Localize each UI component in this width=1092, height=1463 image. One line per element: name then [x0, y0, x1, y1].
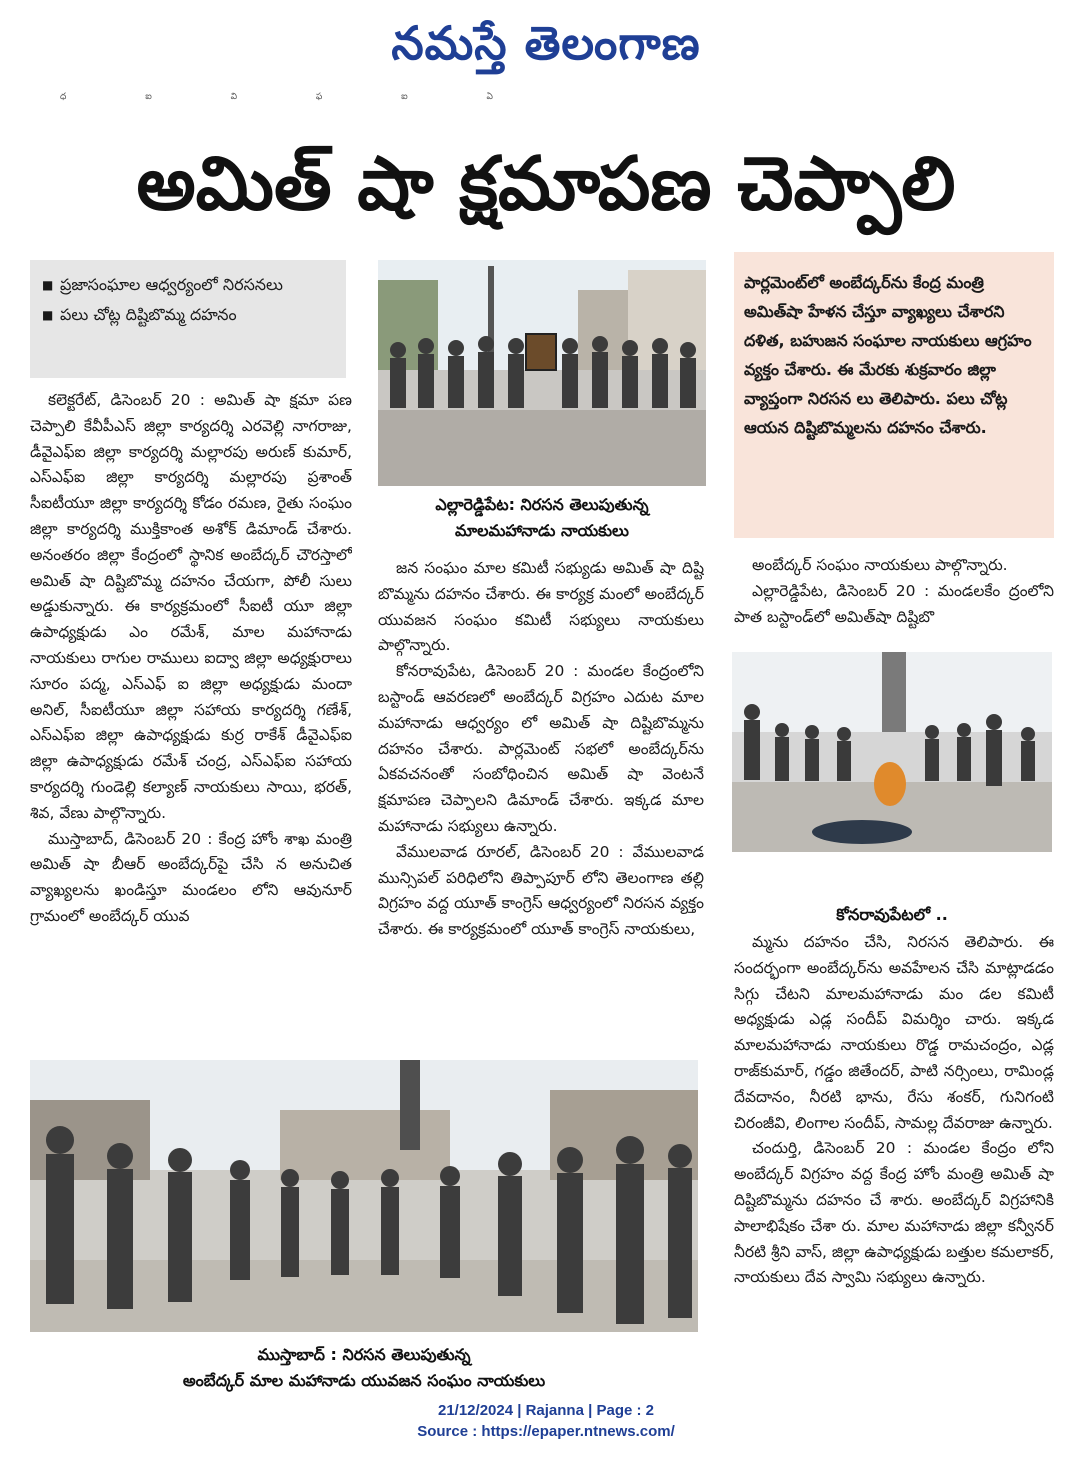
- article-column-1: [30, 388, 352, 1054]
- masthead-rule: ధ ఐ వి ఫ ఐ ఏ: [60, 92, 531, 102]
- caption-line: ఎల్లారెడ్డిపేట: నిరసన తెలుపుతున్న: [435, 495, 649, 514]
- paragraph-continuation: మ్మను దహనం చేసి, నిరసన తెలిపారు. ఈ సందర్భంగా అంబేద్కర్‌ను అవహేలన చేసి మాట్లాడడం సిగ్గు చేటని మాలమహానాడు మం డల కమిటీ అధ్యక్షుడు ఎడ్ల సందీప్ విమర్శిం చారు. ఇక్కడ మాలమహానాడు నాయకులు రొడ్డ రామచంద్రం, ఎడ్ల రాజ్‌కుమార్, గడ్డం జితేందర్, పాటి నర్సింలు, రామిండ్ల దేవదానం, నీరటి భాను, రేసు శంకర్, గునిగంటి చిరంజీవి, లింగాల సందీప్, సామల్ల దేవరాజు ఉన్నారు.: [734, 933, 1054, 1132]
- article-column-3-top: [734, 553, 1054, 633]
- paragraph-mustabad: ముస్తాబాద్, డిసెంబర్ 20 : కేంద్ర హోం శాఖ మంత్రి అమిత్ షా బీఆర్ అంబేద్కర్‌పై చేసి న అనుచిత వ్యాఖ్యలను ఖండిస్తూ మండలం లోని ఆవునూర్ గ్రామంలో అంబేద్కర్ యువ: [30, 829, 352, 925]
- highlight-text: ప్రజాసంఘాల ఆధ్వర్యంలో నిరసనలు: [60, 275, 283, 294]
- caption-line: ముస్తాబాద్ : నిరసన తెలుపుతున్న: [257, 1345, 471, 1364]
- caption-line: అంబేద్కర్ మాల మహానాడు యువజన సంఘం నాయకులు: [182, 1371, 546, 1390]
- photo2-caption: కోనరావుపేటలో ..: [836, 905, 948, 924]
- masthead-logo: నమస్తే తెలంగాణ: [391, 16, 701, 70]
- callout-box: [734, 252, 1054, 538]
- highlight-item: [42, 300, 336, 330]
- highlight-text: పలు చోట్ల దిష్టిబొమ్మ దహనం: [60, 305, 237, 324]
- masthead: [0, 8, 1092, 78]
- footer-source: Source : https://epaper.ntnews.com/: [417, 1423, 675, 1440]
- highlight-item: [42, 270, 336, 300]
- paragraph-collectorate: కలెక్టరేట్, డిసెంబర్ 20 : అమిత్ షా క్షమా పణ చెప్పాలి కేవీపీఎస్ జిల్లా కార్యదర్శి ఎరవెల్లి నాగరాజు, డీవైఎఫ్ఐ జిల్లా కార్యదర్శి మల్లారపు అరుణ్ కుమార్, ఎస్ఎఫ్ఐ జిల్లా కార్యదర్శి మల్లారపు ప్రశాంత్ సీఐటీయూ జిల్లా కార్యదర్శి కోడం రమణ, రైతు సంఘం జిల్లా కార్యదర్శి ముక్తికాంత అశోక్ డిమాండ్ చేశారు. అనంతరం జిల్లా కేంద్రంలో స్థానిక అంబేద్కర్ చౌరస్తాలో అమిత్ షా దిష్టిబొమ్మ దహనం చేయగా, పోలీ సులు అడ్డుకున్నారు. ఈ కార్యక్రమంలో సీఐటీ యూ జిల్లా ఉపాధ్యక్షుడు ఎం రమేశ్, మాల మహానాడు నాయకులు రాగుల రాములు ఐద్వా జిల్లా అధ్యక్షురాలు సూరం పద్మ, ఎస్ఎఫ్ ఐ జిల్లా అధ్యక్షుడు మందా అనిల్, సీఐటీయూ జిల్లా సహాయ కార్యదర్శి గణేశ్, ఎస్ఎఫ్ఐ జిల్లా ఉపాధ్యక్షుడు కుర్ర రాకేశ్ డీవైఎఫ్ఐ జిల్లా ఉపాధ్యక్షుడు రమేశ్ చంద్ర, ఎస్ఎఫ్ఐ సహాయ కార్యదర్శి గుండెల్లి కల్యాణ్ నాయకులు సాయి, భరత్, శివ, వేణు పాల్గొన్నారు.: [30, 391, 352, 822]
- callout-text: పార్లమెంట్‌లో అంబేద్కర్‌ను కేంద్ర మంత్రి అమిత్‌షా హేళన చేస్తూ వ్యాఖ్యలు చేశారని దళిత, బహుజన సంఘాల నాయకులు ఆగ్రహం వ్యక్తం చేశారు. ఈ మేరకు శుక్రవారం జిల్లా వ్యాప్తంగా నిరసన లు తెలిపారు. పలు చోట్ల ఆయన దిష్టిబొమ్మలను దహనం చేశారు.: [744, 273, 1032, 437]
- bullet-icon: ■: [42, 308, 54, 322]
- caption-line: మాలమహానాడు నాయకులు: [455, 521, 629, 540]
- photo1-caption: [378, 492, 706, 546]
- highlights-box: [30, 260, 346, 378]
- paragraph-yellareddypet: ఎల్లారెడ్డిపేట, డిసెంబర్ 20 : మండలకేం ద్రంలోని పాత బస్టాండ్‌లో అమిత్‌షా దిష్టిబొ: [734, 581, 1054, 626]
- article-column-2: [378, 556, 704, 1022]
- page-footer: [0, 1400, 1092, 1448]
- photo-yellareddypet-protest: [378, 260, 706, 486]
- photo-konaraopet-effigy: [732, 652, 1052, 852]
- paragraph-konaraopet: కోనరావుపేట, డిసెంబర్ 20 : మండల కేంద్రంలోని బస్టాండ్ ఆవరణలో అంబేద్కర్ విగ్రహం ఎదుట మాల మహానాడు ఆధ్వర్యం లో అమిత్ షా దిష్టిబొమ్మను దహనం చేశారు. పార్లమెంట్ సభలో అంబేద్కర్‌ను ఏకవచనంతో సంబోధించిన అమిత్ షా వెంటనే క్షమాపణ చెప్పాలని డిమాండ్ చేశారు. ఇక్కడ మాల మహానాడు సభ్యులు ఉన్నారు.: [378, 662, 704, 835]
- paragraph-continuation: అంబేద్కర్ సంఘం నాయకులు పాల్గొన్నారు.: [752, 556, 1008, 574]
- paragraph-vemulawada: వేములవాడ రూరల్, డిసెంబర్ 20 : వేములవాడ మున్సిపల్ పరిధిలోని తిప్పాపూర్ లోని తెలంగాణ తల్లి విగ్రహం వద్ద యూత్ కాంగ్రెస్ ఆధ్వర్యంలో నిరసన వ్యక్తం చేశారు. ఈ కార్యక్రమంలో యూత్ కాంగ్రెస్ నాయకులు,: [378, 842, 704, 939]
- footer-date-page: 21/12/2024 | Rajanna | Page : 2: [437, 1402, 654, 1419]
- photo-mustabad-protest: [30, 1060, 698, 1332]
- headline: అమిత్ షా క్షమాపణ చెప్పాలి: [136, 141, 956, 227]
- paragraph-continuation: జన సంఘం మాల కమిటీ సభ్యుడు అమిత్ షా దిష్టి బొమ్మను దహనం చేశారు. ఈ కార్యక్ర మంలో అంబేద్కర్ యువజన సంఘం కమిటీ సభ్యులు నాయకులు పాల్గొన్నారు.: [378, 559, 704, 655]
- bullet-icon: ■: [42, 278, 54, 292]
- paragraph-chandurthi: చందుర్తి, డిసెంబర్ 20 : మండల కేంద్రం లోని అంబేద్కర్ విగ్రహం వద్ద కేంద్ర హోం మంత్రి అమిత్ షా దిష్టిబొమ్మను దహనం చే శారు. అంబేద్కర్ విగ్రహానికి పాలాభిషేకం చేశా రు. మాల మహానాడు జిల్లా కన్వీనర్ నీరటి శ్రీని వాస్, జిల్లా ఉపాధ్యక్షుడు బత్తుల కమలాకర్, నాయకులు దేవ స్వామి సభ్యులు ఉన్నారు.: [734, 1139, 1054, 1287]
- photo3-caption: [30, 1342, 698, 1394]
- article-column-3-bottom: [734, 930, 1054, 1400]
